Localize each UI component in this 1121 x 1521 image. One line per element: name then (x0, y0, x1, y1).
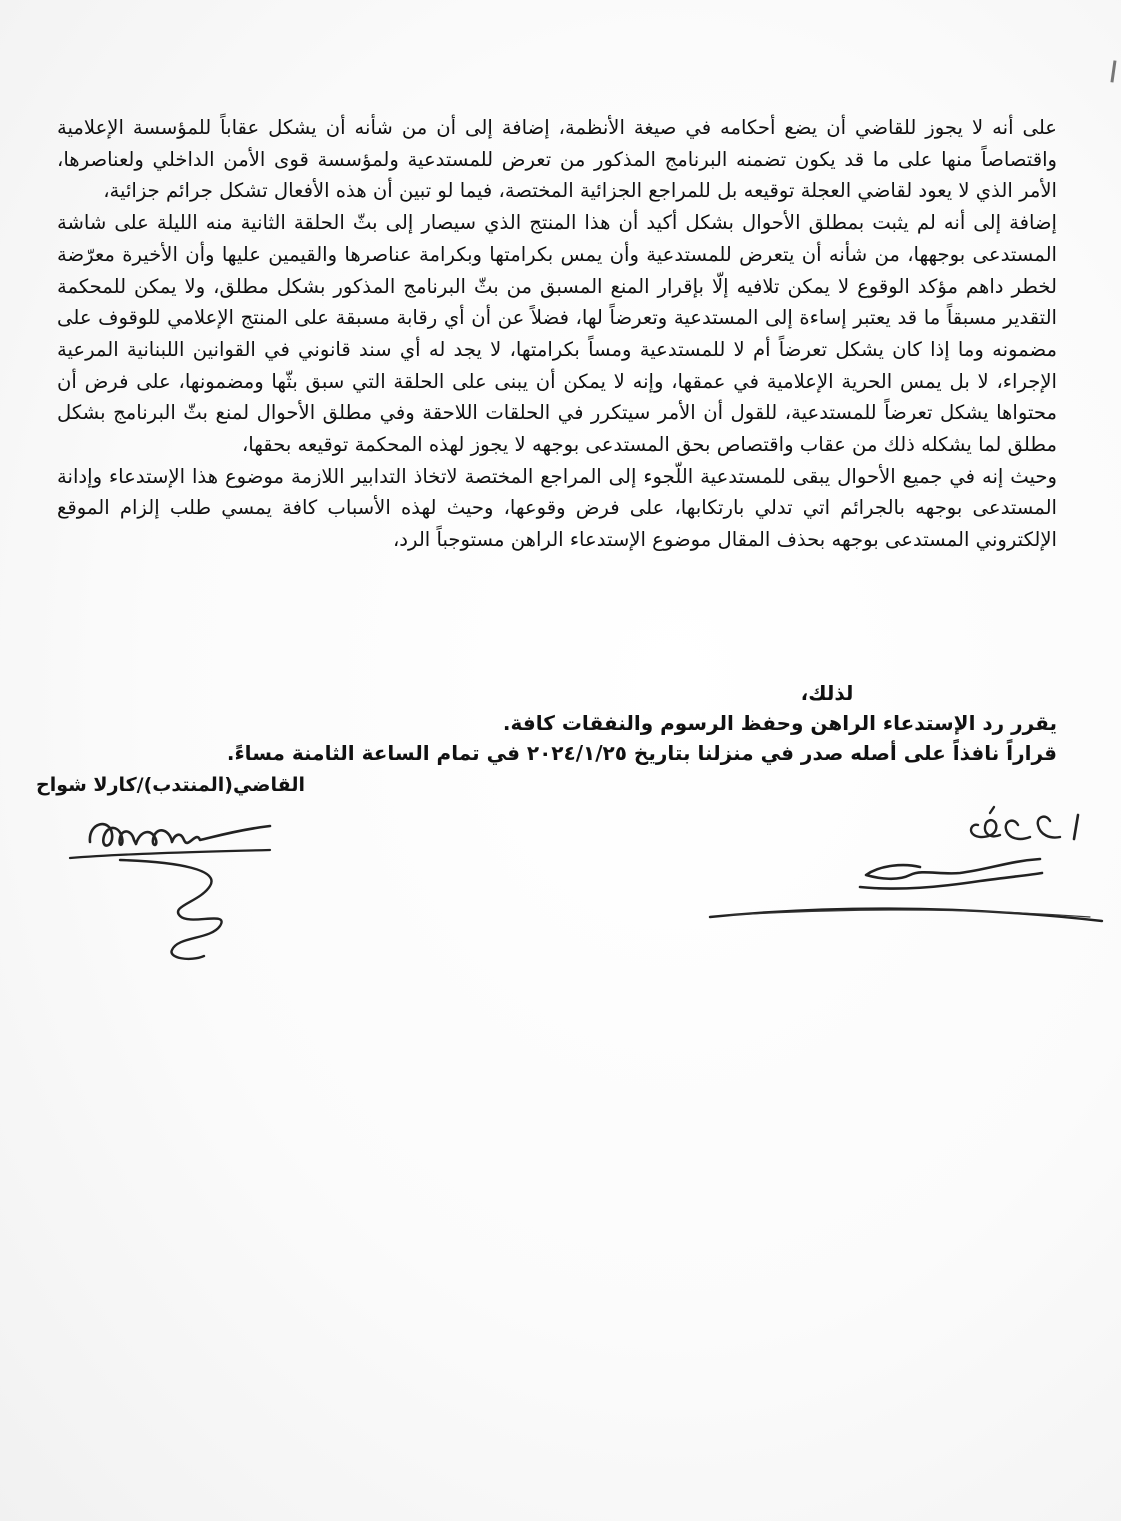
paragraph-2: إضافة إلى أنه لم يثبت بمطلق الأحوال بشكل أكيد أن هذا المنتج الذي سيصار إلى بثّ الحلقة الثانية منه الليلة على شاشة المستدعى بوجهها، من شأنه أن يتعرض للمستدعية وأن يمس بكرامتها وبكرامة عناصرها والقيمين عليها وأن الأخيرة معرّضة لخطر داهم مؤكد الوقوع لا يمكن تلافيه إلّا بإقرار المنع المسبق من بثّ البرنامج المذكور بشكل مطلق، ولا يمكن للمحكمة التقدير مسبقاً ما قد يعتبر إساءة إلى المستدعية وتعرضاً لها، فضلاً عن أن أي رقابة مسبقة على المنتج الإعلامي للوقوف على مضمونه وما إذا كان يشكل تعرضاً أم لا للمستدعية ومساً بكرامتها، لا يجد له أي سند قانوني في القوانين اللبنانية المرعية الإجراء، لا بل يمس الحرية الإعلامية في عمقها، وإنه لا يمكن أن يبنى على الحلقة التي سبق بثّها ومضمونها، على فرض أن محتواها يشكل تعرضاً للمستدعية، للقول أن الأمر سيتكرر في الحلقات اللاحقة وفي مطلق الأحوال لمنع بثّ البرنامج بشكل مطلق لما يشكله ذلك من عقاب واقتصاص بحق المستدعى بوجهه لا يجوز لهذه المحكمة توقيعه بحقها، (57, 211, 1057, 457)
closing-section (57, 678, 1057, 768)
closing-heading: لذلك، (800, 681, 854, 705)
paragraph-3: وحيث إنه في جميع الأحوال يبقى للمستدعية اللّجوء إلى المراجع المختصة لاتخاذ التدابير اللازمة موضوع هذا الإستدعاء وإدانة المستدعى بوجهه بالجرائم اتي تدلي بارتكابها، على فرض وقوعها، وحيث لهذه الأسباب كافة يمسي طلب إلزام الموقع الإلكتروني المستدعى بوجهه بحذف المقال موضوع الإستدعاء الراهن مستوجباً الرد، (57, 464, 1057, 552)
ruling-body (57, 112, 1057, 556)
judge-signature (60, 800, 300, 970)
final-line: قراراً نافذاً على أصله صدر في منزلنا بتاريخ ٢٠٢٤/١/٢٥ في تمام الساعة الثامنة مساءً. (226, 741, 1057, 765)
paragraph-1: على أنه لا يجوز للقاضي أن يضع أحكامه في صيغة الأنظمة، إضافة إلى أن من شأنه أن يشكل عقاباً للمؤسسة الإعلامية واقتصاصاً منها على ما قد يكون تضمنه البرنامج المذكور من تعرض للمستدعية ولمؤسسة قوى الأمن الداخلي ولعناصرها، الأمر الذي لا يعود لقاضي العجلة توقيعه بل للمراجع الجزائية المختصة، فيما لو تبين أن هذه الأفعال تشكل جرائم جزائية، (57, 116, 1057, 203)
corner-mark (1105, 59, 1117, 82)
judge-title: القاضي(المنتدب)/كارلا شواح (36, 774, 305, 796)
clerk-signature (690, 795, 1110, 945)
decision-line: يقرر رد الإستدعاء الراهن وحفظ الرسوم والنفقات كافة. (502, 711, 1057, 735)
